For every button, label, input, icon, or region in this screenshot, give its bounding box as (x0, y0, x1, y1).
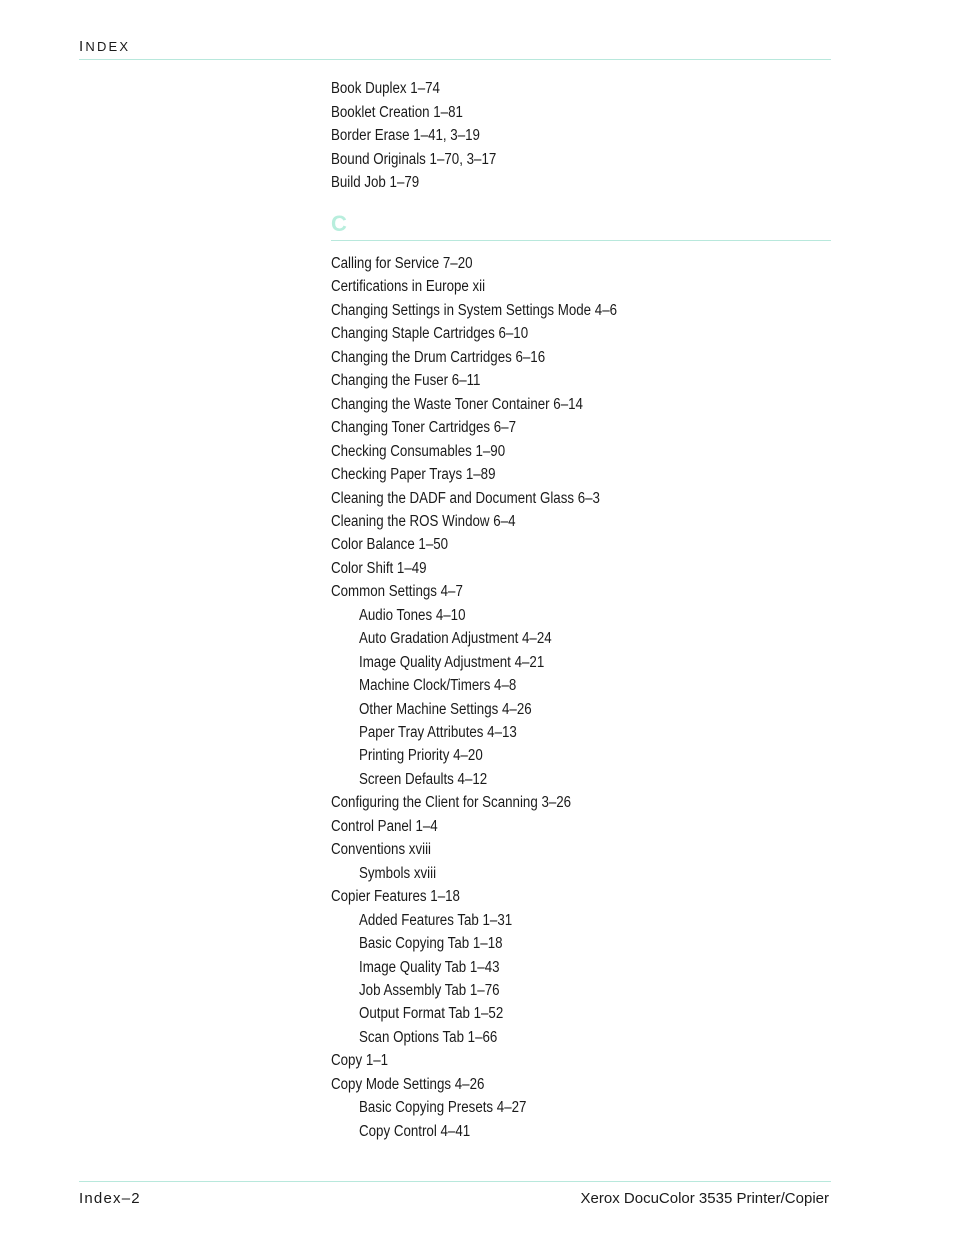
index-entry: Cleaning the DADF and Document Glass 6–3 (331, 489, 600, 507)
index-entry: Control Panel 1–4 (331, 817, 438, 835)
index-subentry: Scan Options Tab 1–66 (359, 1028, 498, 1046)
index-entry: Copier Features 1–18 (331, 888, 460, 906)
index-entry: Checking Consumables 1–90 (331, 442, 506, 460)
index-entry: Changing Settings in System Settings Mode 4–6 (331, 301, 618, 319)
index-entry: Changing Staple Cartridges 6–10 (331, 325, 529, 343)
footer-product-name: Xerox DocuColor 3535 Printer/Copier (580, 1190, 829, 1207)
index-subentry: Added Features Tab 1–31 (359, 911, 513, 929)
index-subentry: Printing Priority 4–20 (359, 747, 483, 765)
index-entry: Bound Originals 1–70, 3–17 (331, 150, 497, 168)
page-header-title (79, 38, 130, 55)
footer-rule (79, 1181, 831, 1182)
header-rest: NDEX (85, 39, 131, 54)
index-entry: Conventions xviii (331, 841, 432, 859)
index-entry: Booklet Creation 1–81 (331, 103, 463, 121)
section-heading-c: C (331, 211, 347, 236)
index-subentry: Image Quality Adjustment 4–21 (359, 653, 545, 671)
header-initial: I (79, 38, 86, 55)
index-entry: Build Job 1–79 (331, 174, 420, 191)
index-entry: Copy Mode Settings 4–26 (331, 1075, 485, 1093)
index-subentry: Paper Tray Attributes 4–13 (359, 724, 517, 741)
index-entry: Changing Toner Cartridges 6–7 (331, 419, 517, 437)
index-subentry: Audio Tones 4–10 (359, 606, 466, 624)
index-subentry: Copy Control 4–41 (359, 1122, 471, 1140)
index-entry: Certifications in Europe xii (331, 278, 486, 296)
index-entry: Cleaning the ROS Window 6–4 (331, 512, 516, 530)
index-entry: Changing the Drum Cartridges 6–16 (331, 348, 546, 366)
index-subentry: Machine Clock/Timers 4–8 (359, 677, 517, 695)
footer-page-number: Index–2 (79, 1190, 141, 1207)
header-rule (79, 59, 831, 60)
index-subentry: Output Format Tab 1–52 (359, 1005, 504, 1023)
index-entry: Checking Paper Trays 1–89 (331, 466, 496, 484)
index-entry: Common Settings 4–7 (331, 583, 463, 601)
index-entry: Color Shift 1–49 (331, 559, 427, 577)
index-subentry: Basic Copying Presets 4–27 (359, 1099, 527, 1117)
index-entry: Changing the Waste Toner Container 6–14 (331, 395, 583, 413)
index-entry: Configuring the Client for Scanning 3–26 (331, 794, 572, 812)
index-entry: Border Erase 1–41, 3–19 (331, 127, 480, 144)
index-subentry: Auto Gradation Adjustment 4–24 (359, 630, 552, 648)
index-subentry: Other Machine Settings 4–26 (359, 700, 532, 718)
index-subentry: Image Quality Tab 1–43 (359, 958, 500, 976)
index-entry: Book Duplex 1–74 (331, 80, 440, 97)
section-rule-c (331, 240, 831, 241)
index-subentry: Screen Defaults 4–12 (359, 770, 488, 788)
index-entry: Color Balance 1–50 (331, 536, 449, 554)
index-subentry: Basic Copying Tab 1–18 (359, 935, 503, 953)
index-entry: Copy 1–1 (331, 1052, 389, 1070)
index-subentry: Symbols xviii (359, 864, 437, 882)
index-subentry: Job Assembly Tab 1–76 (359, 981, 500, 999)
index-entry: Changing the Fuser 6–11 (331, 372, 481, 390)
index-entry: Calling for Service 7–20 (331, 255, 473, 272)
